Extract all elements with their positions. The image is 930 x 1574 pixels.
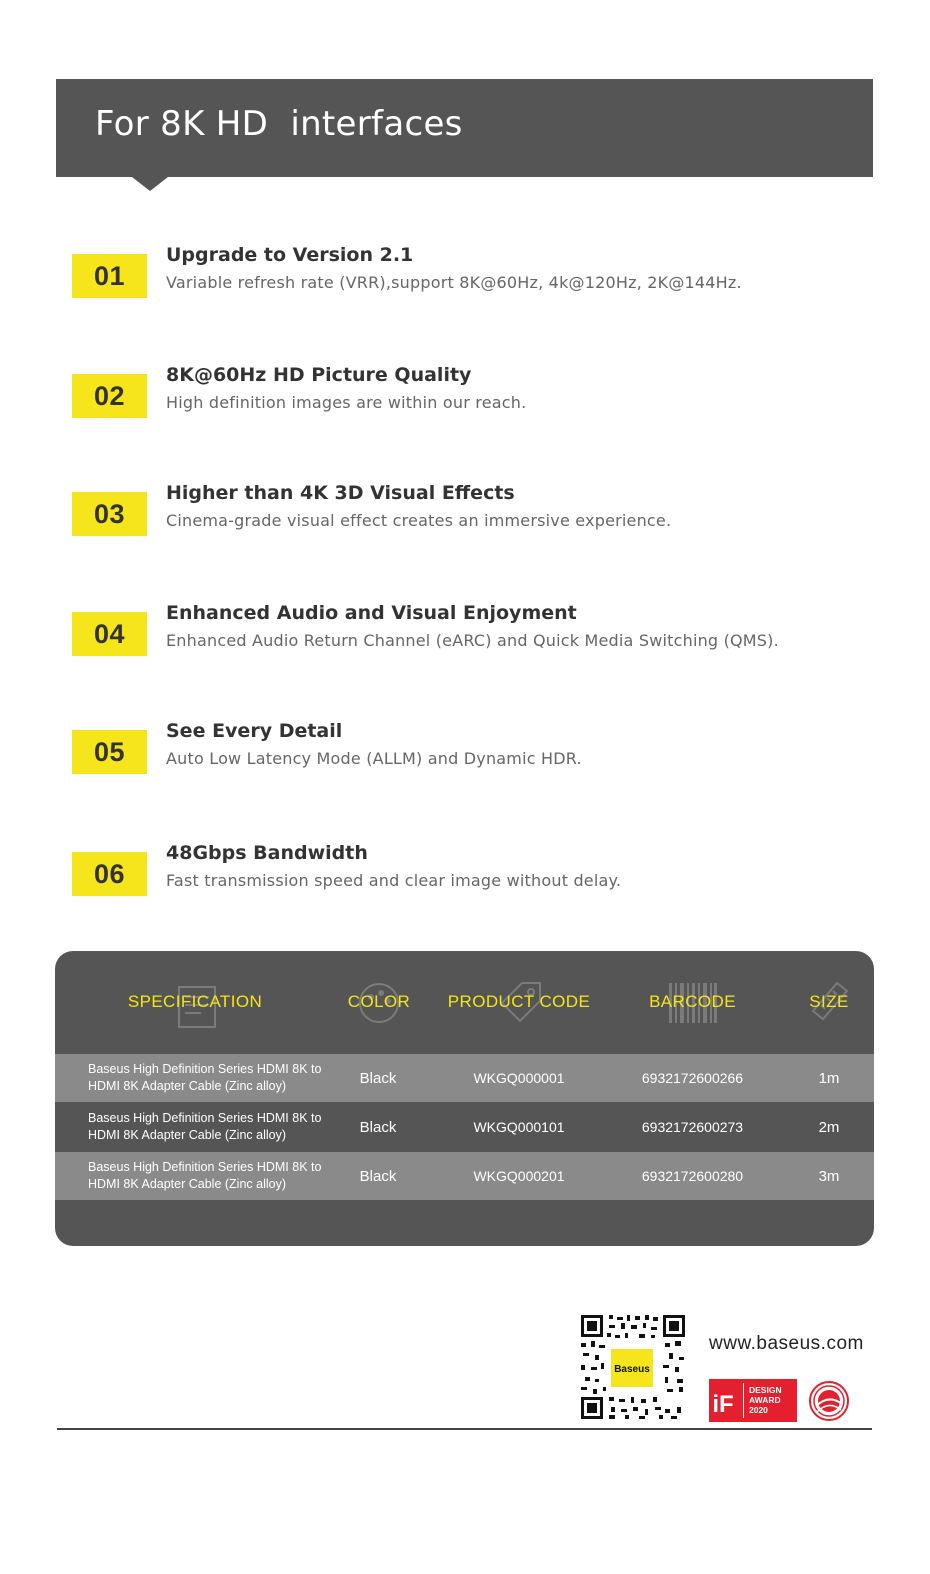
feature-title: Higher than 4K 3D Visual Effects	[166, 482, 515, 504]
feature-title: See Every Detail	[166, 720, 343, 742]
feature-title: 48Gbps Bandwidth	[166, 842, 368, 864]
product-size: 1m	[818, 1069, 840, 1087]
product-barcode: 6932172600280	[641, 1168, 744, 1184]
specification-table	[55, 951, 874, 1246]
feature-description: Variable refresh rate (VRR),support 8K@60Hz, 4k@120Hz, 2K@144Hz.	[166, 273, 742, 292]
feature-item	[0, 842, 930, 912]
product-barcode: 6932172600273	[641, 1119, 744, 1135]
award-line-1: DESIGN	[749, 1385, 782, 1395]
header-banner	[56, 79, 873, 177]
product-size: 2m	[818, 1118, 840, 1136]
feature-number-badge: 05	[72, 730, 147, 774]
header-barcode	[615, 951, 770, 1053]
feature-item	[0, 482, 930, 552]
feature-title: Enhanced Audio and Visual Enjoyment	[166, 602, 577, 624]
product-size: 3m	[818, 1167, 840, 1185]
table-row	[55, 1103, 874, 1151]
header-specification	[115, 951, 275, 1053]
product-color: Black	[359, 1118, 397, 1136]
award-line-2: AWARD	[749, 1395, 781, 1405]
qr-code[interactable]	[579, 1313, 687, 1421]
feature-item	[0, 244, 930, 314]
feature-number-badge: 06	[72, 852, 147, 896]
product-color: Black	[359, 1167, 397, 1185]
feature-description: High definition images are within our reach.	[166, 393, 527, 412]
header-label: BARCODE	[649, 992, 736, 1011]
feature-number-badge: 02	[72, 374, 147, 418]
feature-title: 8K@60Hz HD Picture Quality	[166, 364, 472, 386]
table-row	[55, 1152, 874, 1200]
product-color: Black	[359, 1069, 397, 1087]
table-row	[55, 1054, 874, 1102]
feature-number-badge: 03	[72, 492, 147, 536]
feature-item	[0, 602, 930, 672]
product-name: Baseus High Definition Series HDMI 8K to HDMI 8K Adapter Cable (Zinc alloy)	[88, 1160, 322, 1191]
website-link[interactable]: www.baseus.com	[709, 1333, 864, 1354]
product-code: WKGQ000001	[473, 1070, 565, 1086]
feature-description: Cinema-grade visual effect creates an immersive experience.	[166, 511, 672, 530]
table-header	[55, 951, 874, 1053]
page-title: For 8K HD interfaces	[95, 104, 463, 144]
if-brand-text: iF	[712, 1391, 734, 1418]
feature-description: Enhanced Audio Return Channel (eARC) and Quick Media Switching (QMS).	[166, 631, 779, 650]
product-code: WKGQ000201	[473, 1168, 565, 1184]
footer-divider	[57, 1428, 872, 1430]
product-name: Baseus High Definition Series HDMI 8K to HDMI 8K Adapter Cable (Zinc alloy)	[88, 1111, 322, 1142]
header-product-code	[443, 951, 595, 1053]
product-code: WKGQ000101	[473, 1119, 565, 1135]
feature-item	[0, 364, 930, 434]
product-barcode: 6932172600266	[641, 1070, 744, 1086]
product-name: Baseus High Definition Series HDMI 8K to HDMI 8K Adapter Cable (Zinc alloy)	[88, 1062, 322, 1093]
header-color	[340, 951, 418, 1053]
header-label: SPECIFICATION	[127, 992, 263, 1011]
header-label: SIZE	[809, 992, 849, 1011]
banner-pointer	[132, 177, 168, 191]
feature-item	[0, 720, 930, 790]
header-label: COLOR	[347, 992, 411, 1011]
feature-description: Auto Low Latency Mode (ALLM) and Dynamic HDR.	[166, 749, 582, 768]
header-label: PRODUCT CODE	[447, 992, 591, 1011]
feature-description: Fast transmission speed and clear image without delay.	[166, 871, 622, 890]
feature-number-badge: 01	[72, 254, 147, 298]
feature-title: Upgrade to Version 2.1	[166, 244, 414, 266]
red-dot-award-icon	[808, 1380, 850, 1422]
feature-number-badge: 04	[72, 612, 147, 656]
if-design-award-logo	[709, 1379, 797, 1422]
header-size	[795, 951, 863, 1053]
award-year: 2020	[749, 1405, 768, 1415]
qr-logo-text: Baseus	[614, 1364, 650, 1375]
